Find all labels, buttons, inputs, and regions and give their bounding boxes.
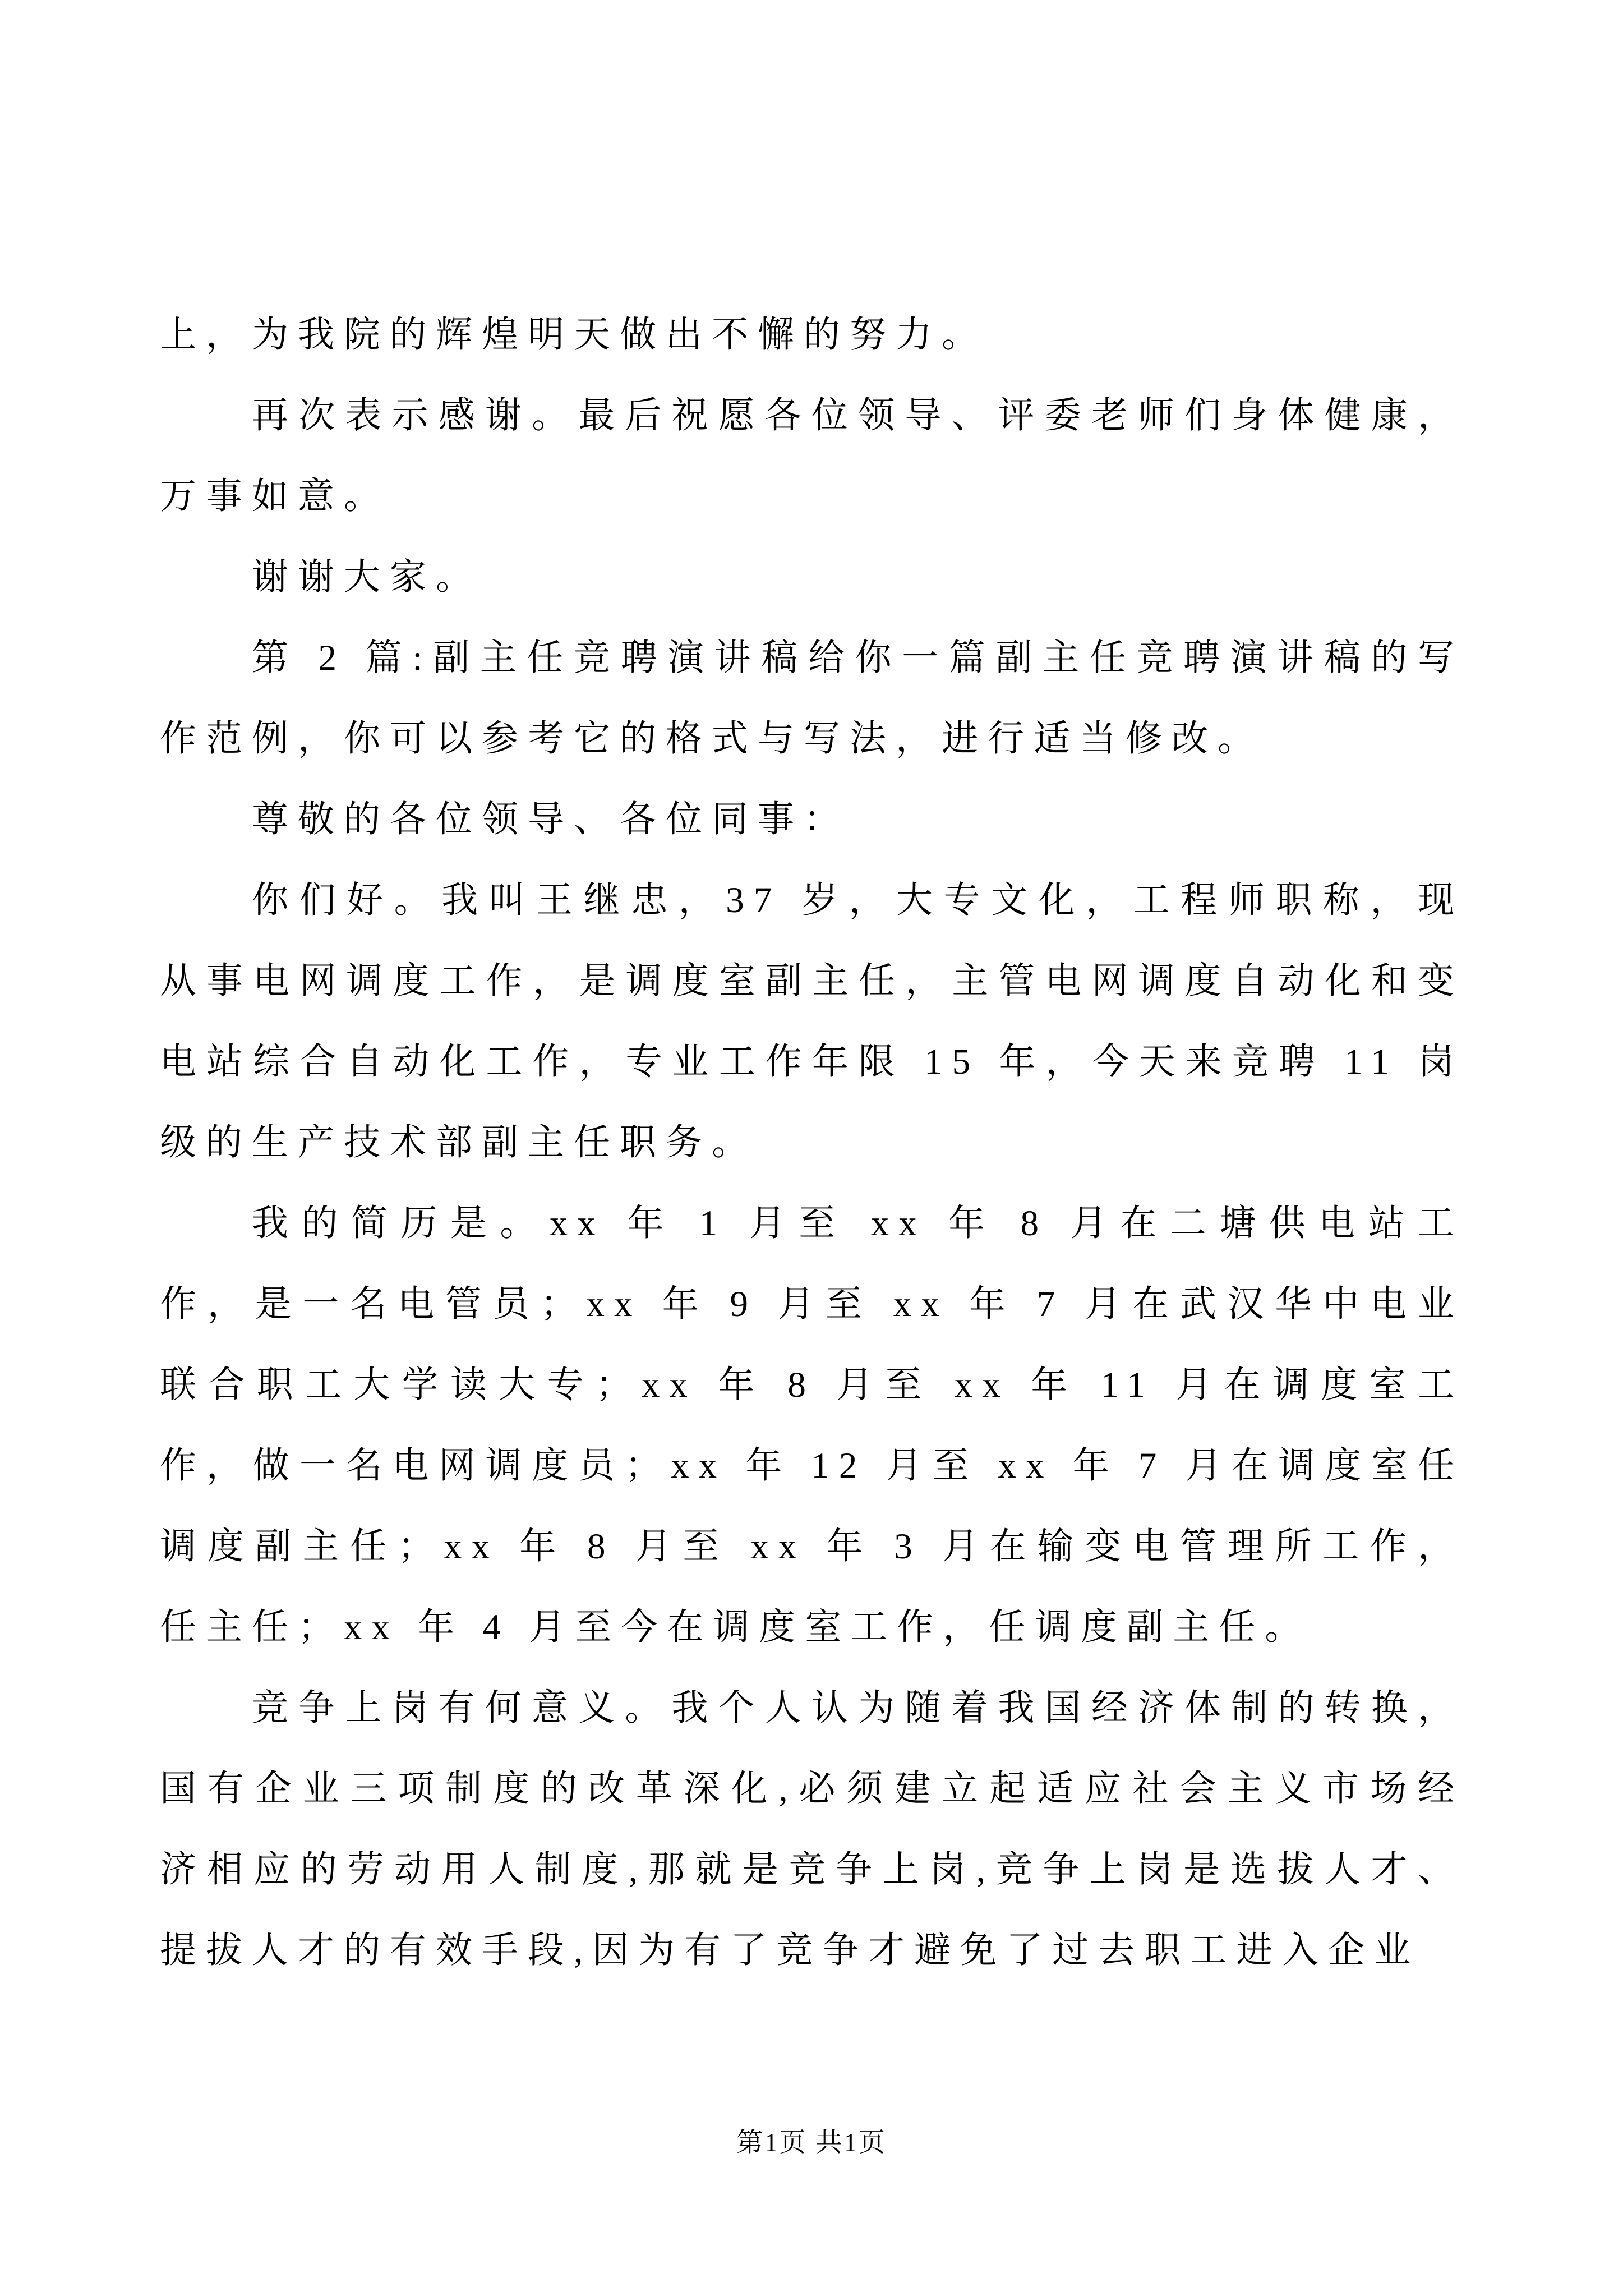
paragraph-thank-everyone: 谢谢大家。: [252, 557, 482, 597]
page-number-indicator: 第1页 共1页: [736, 2128, 887, 2157]
paragraph-resume: 我的简历是。xx 年 1 月至 xx 年 8 月在二塘供电站工作，是一名电管员；xx 年 9 月至 xx 年 7 月在武汉华中电业联合职工大学读大专；xx 年 8 月至 xx 年 11 月在调度室工作，做一名电网调度员；xx 年 12 月至 xx 年 7 月在调度室任调度副主任；xx 年 8 月至 xx 年 3 月在输变电管理所工作，任主任；xx 年 4 月至今在调度室工作，任调度副主任。: [160, 1203, 1464, 1648]
paragraph-self-introduction: 你们好。我叫王继忠，37 岁，大专文化，工程师职称，现从事电网调度工作，是调度室副主任，主管电网调度自动化和变电站综合自动化工作，专业工作年限 15 年，今天来竞聘 11 岗级的生产技术部副主任职务。: [160, 880, 1464, 1163]
paragraph-continuation: 上，为我院的辉煌明天做出不懈的努力。: [160, 315, 988, 355]
paragraph-section-2-intro: 第 2 篇:副主任竞聘演讲稿给你一篇副主任竞聘演讲稿的写作范例，你可以参考它的格式与写法，进行适当修改。: [160, 638, 1464, 759]
document-body: [160, 295, 1464, 1991]
paragraph-thanks: 再次表示感谢。最后祝愿各位领导、评委老师们身体健康，万事如意。: [160, 395, 1464, 517]
paragraph-salutation: 尊敬的各位领导、各位同事：: [252, 799, 850, 840]
page-footer: [0, 2122, 1623, 2159]
paragraph-competition-meaning: 竞争上岗有何意义。我个人认为随着我国经济体制的转换，国有企业三项制度的改革深化,必须建立起适应社会主义市场经济相应的劳动用人制度,那就是竞争上岗,竞争上岗是选拔人才、提拔人才的有效手段,因为有了竞争才避免了过去职工进入企业: [160, 1688, 1464, 1971]
